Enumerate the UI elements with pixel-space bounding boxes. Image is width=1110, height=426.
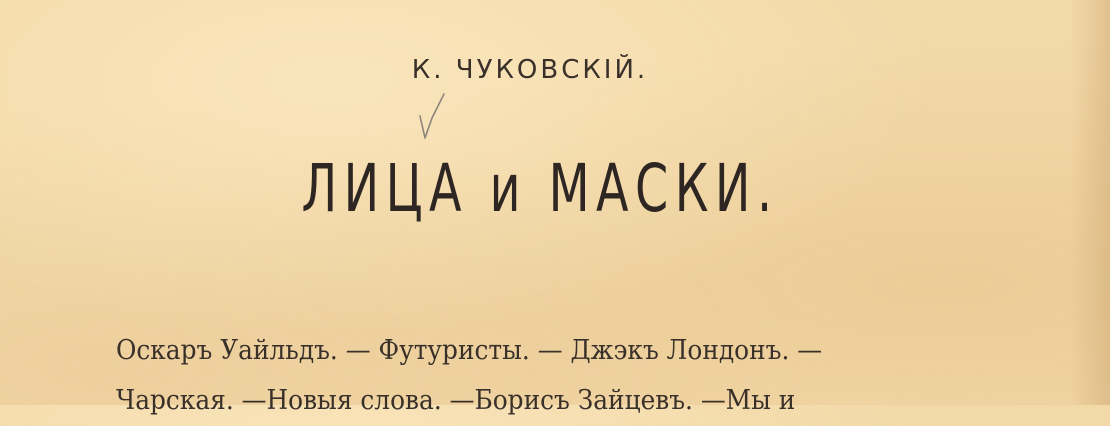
contents-list — [116, 326, 976, 426]
author-name: К. ЧУКОВСКІЙ. — [411, 55, 649, 85]
contents-line-2: Чарская. —Новыя слова. —Борисъ Зайцевъ. —Мы и — [116, 385, 796, 416]
book-title: ЛИЦА и МАСКИ. — [301, 150, 779, 227]
page-edge-shadow — [1070, 0, 1110, 405]
pencil-checkmark-icon — [412, 88, 462, 148]
contents-line-1: Оскаръ Уайльдъ. — Футуристы. — Джэкъ Лондонъ. — — [116, 335, 823, 366]
